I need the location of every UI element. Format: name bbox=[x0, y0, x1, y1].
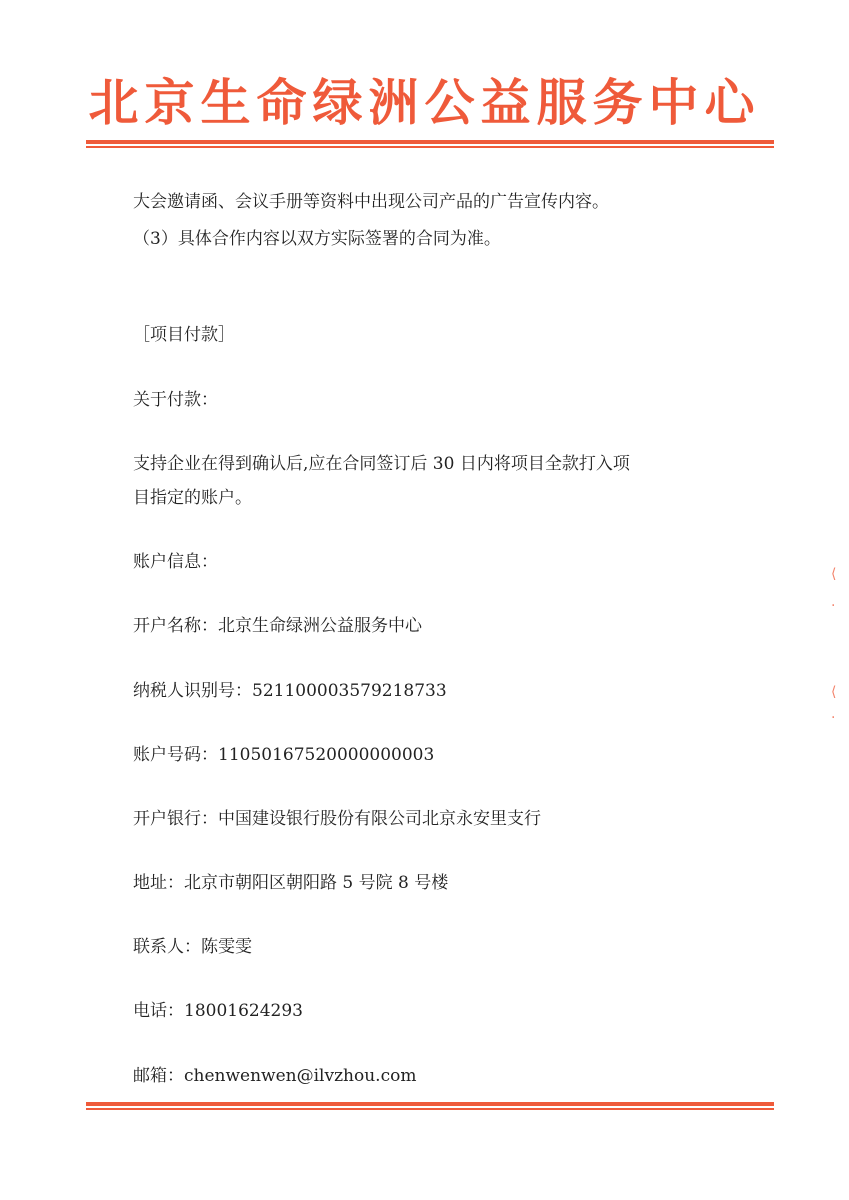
contact-person: 联系人：陈雯雯 bbox=[133, 937, 252, 957]
divider-thin-line bbox=[86, 1108, 774, 1110]
letterhead-divider-top bbox=[86, 140, 774, 149]
letterhead-title: 北京生命绿洲公益服务中心 bbox=[88, 74, 761, 132]
account-number: 账户号码：11050167520000000003 bbox=[133, 745, 435, 765]
divider-thin-line bbox=[86, 146, 774, 148]
contract-note-line: （3）具体合作内容以双方实际签署的合同为准。 bbox=[133, 229, 501, 249]
phone: 电话：18001624293 bbox=[133, 1001, 303, 1021]
account-name: 开户名称：北京生命绿洲公益服务中心 bbox=[133, 616, 422, 636]
divider-thick-line bbox=[86, 1102, 774, 1106]
address: 地址：北京市朝阳区朝阳路 5 号院 8 号楼 bbox=[133, 873, 449, 893]
payment-intro: 关于付款： bbox=[133, 390, 218, 410]
seal-fragment-mark: ⟨ bbox=[831, 684, 837, 700]
email: 邮箱：chenwenwen@ilvzhou.com bbox=[133, 1066, 417, 1086]
letterhead-divider-bottom bbox=[86, 1102, 774, 1111]
bank-name: 开户银行：中国建设银行股份有限公司北京永安里支行 bbox=[133, 809, 541, 829]
payment-text-line-1: 支持企业在得到确认后,应在合同签订后 30 日内将项目全款打入项 bbox=[133, 454, 630, 474]
taxpayer-id: 纳税人识别号：521100003579218733 bbox=[133, 681, 447, 701]
seal-fragment-mark: · bbox=[831, 710, 836, 726]
ad-content-line: 大会邀请函、会议手册等资料中出现公司产品的广告宣传内容。 bbox=[133, 192, 609, 212]
seal-fragment-mark: ⟨ bbox=[831, 566, 837, 582]
account-info-label: 账户信息： bbox=[133, 552, 218, 572]
divider-thick-line bbox=[86, 140, 774, 144]
payment-text-line-2: 目指定的账户。 bbox=[133, 488, 252, 508]
section-heading-payment: ［项目付款］ bbox=[133, 325, 235, 345]
seal-fragment-mark: · bbox=[831, 598, 836, 614]
